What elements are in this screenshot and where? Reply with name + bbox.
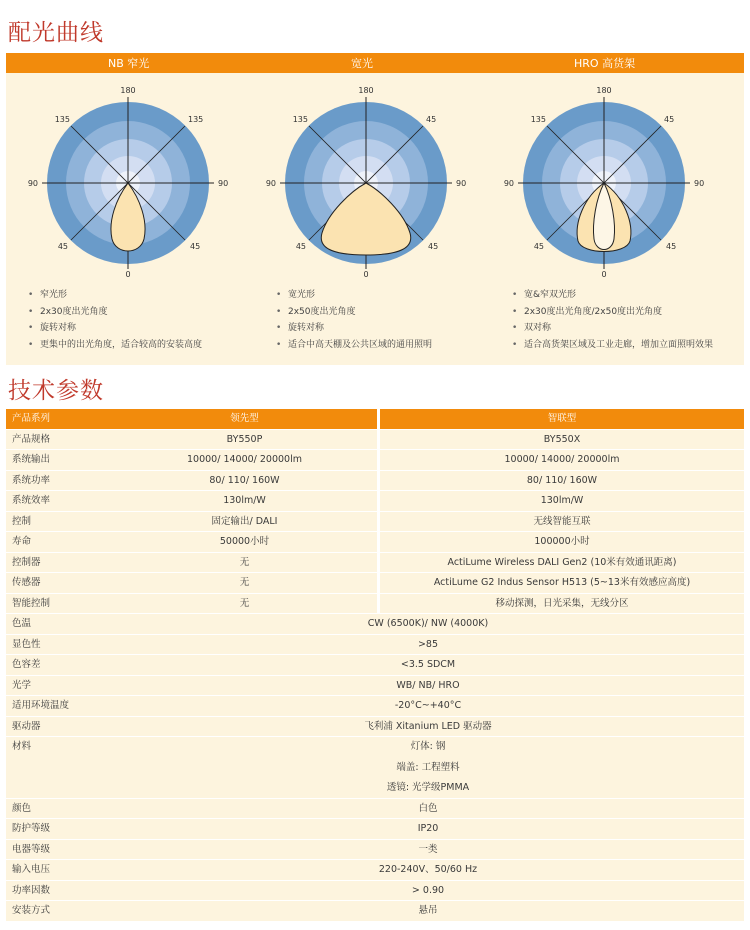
angle-label: 90 <box>28 179 38 188</box>
polar-diagram-hro <box>504 73 704 283</box>
spec-table <box>6 409 744 922</box>
curve-header-hro: HRO 高货架 <box>574 57 636 70</box>
material-line: 透镜: 光学级PMMA <box>386 782 470 793</box>
angle-label: 180 <box>120 86 136 95</box>
curve-header-wide: 宽光 <box>351 57 373 70</box>
list-item: • 适合中高天棚及公共区域的通用照明 <box>276 337 432 354</box>
table-row: 驱动器 飞利浦 Xitanium LED 驱动器 <box>6 717 744 738</box>
material-line: 端盖: 工程塑料 <box>396 761 460 773</box>
curves-header-band <box>6 53 744 73</box>
light-distribution-title: 配光曲线 <box>8 20 104 46</box>
table-row: 色温 CW (6500K)/ NW (4000K) <box>6 614 744 635</box>
angle-label: 45 <box>190 242 201 251</box>
table-row: 系统效率 130lm/W 130lm/W <box>6 491 744 512</box>
table-row: 输入电压 220-240V、50/60 Hz <box>6 860 744 881</box>
angle-label: 45 <box>57 242 68 251</box>
table-row: 显色性 >85 <box>6 635 744 656</box>
polar-diagram-nb <box>28 73 228 283</box>
list-item: • 2x30度出光角度/2x50度出光角度 <box>512 304 713 321</box>
table-row: 传感器 无 ActiLume G2 Indus Sensor H513 (5~13米有效感应高度) <box>6 573 744 594</box>
bullet-list-nb <box>28 287 202 353</box>
angle-label: 90 <box>218 179 228 188</box>
angle-label: 135 <box>54 115 70 124</box>
list-item: • 宽&窄双光形 <box>512 287 713 304</box>
header-series: 产品系列 <box>6 409 112 430</box>
svg-text:90: 90 <box>266 179 276 188</box>
table-row: 安装方式 悬吊 <box>6 901 744 922</box>
curves-panel <box>6 73 744 365</box>
header-smart: 智联型 <box>380 409 744 430</box>
bullet-list-hro <box>512 287 713 353</box>
svg-text:90: 90 <box>694 179 704 188</box>
table-row: 防护等级 IP20 <box>6 819 744 840</box>
tech-params-title: 技术参数 <box>8 378 104 404</box>
table-row: 色容差 <3.5 SDCM <box>6 655 744 676</box>
curve-header-nb: NB 窄光 <box>108 57 150 70</box>
table-row: 功率因数 > 0.90 <box>6 881 744 902</box>
table-header-row <box>6 409 744 430</box>
list-item: • 2x50度出光角度 <box>276 304 432 321</box>
svg-text:45: 45 <box>426 115 437 124</box>
svg-text:0: 0 <box>601 270 607 279</box>
list-item: • 2x30度出光角度 <box>28 304 202 321</box>
table-row: 系统输出 10000/ 14000/ 20000lm 10000/ 14000/ 20000lm <box>6 450 744 471</box>
svg-text:90: 90 <box>504 179 514 188</box>
svg-text:45: 45 <box>428 242 439 251</box>
table-row: 产品规格 BY550P BY550X <box>6 430 744 451</box>
svg-text:45: 45 <box>664 115 675 124</box>
list-item: • 旋转对称 <box>276 320 432 337</box>
list-item: • 适合高货架区域及工业走廊，增加立面照明效果 <box>512 337 713 354</box>
list-item: • 窄光形 <box>28 287 202 304</box>
table-row: 电器等级 一类 <box>6 840 744 861</box>
svg-text:135: 135 <box>530 115 546 124</box>
table-row: 适用环境温度 -20°C~+40°C <box>6 696 744 717</box>
table-row: 控制器 无 ActiLume Wireless DALI Gen2 (10米有效通讯距离) <box>6 553 744 574</box>
bullet-list-wide <box>276 287 432 353</box>
table-row: 控制 固定输出/ DALI 无线智能互联 <box>6 512 744 533</box>
list-item: • 双对称 <box>512 320 713 337</box>
polar-diagram-wide <box>266 73 466 283</box>
svg-text:45: 45 <box>295 242 306 251</box>
table-row: 光学 WB/ NB/ HRO <box>6 676 744 697</box>
table-row: 寿命 50000小时 100000小时 <box>6 532 744 553</box>
svg-text:90: 90 <box>456 179 466 188</box>
svg-text:0: 0 <box>363 270 369 279</box>
header-leading: 领先型 <box>112 409 380 430</box>
list-item: • 旋转对称 <box>28 320 202 337</box>
table-row: 智能控制 无 移动探测，日光采集，无线分区 <box>6 594 744 615</box>
list-item: • 宽光形 <box>276 287 432 304</box>
table-row: 系统功率 80/ 110/ 160W 80/ 110/ 160W <box>6 471 744 492</box>
svg-text:45: 45 <box>666 242 677 251</box>
angle-label: 0 <box>125 270 131 279</box>
list-item: • 更集中的出光角度，适合较高的安装高度 <box>28 337 202 354</box>
table-row-materials: 材料 灯体: 钢 端盖: 工程塑料 透镜: 光学级PMMA <box>6 737 744 799</box>
svg-text:135: 135 <box>292 115 308 124</box>
svg-text:45: 45 <box>533 242 544 251</box>
svg-text:180: 180 <box>596 86 612 95</box>
angle-label: 135 <box>188 115 204 124</box>
material-line: 灯体: 钢 <box>410 741 446 752</box>
svg-text:180: 180 <box>358 86 374 95</box>
table-row: 颜色 白色 <box>6 799 744 820</box>
